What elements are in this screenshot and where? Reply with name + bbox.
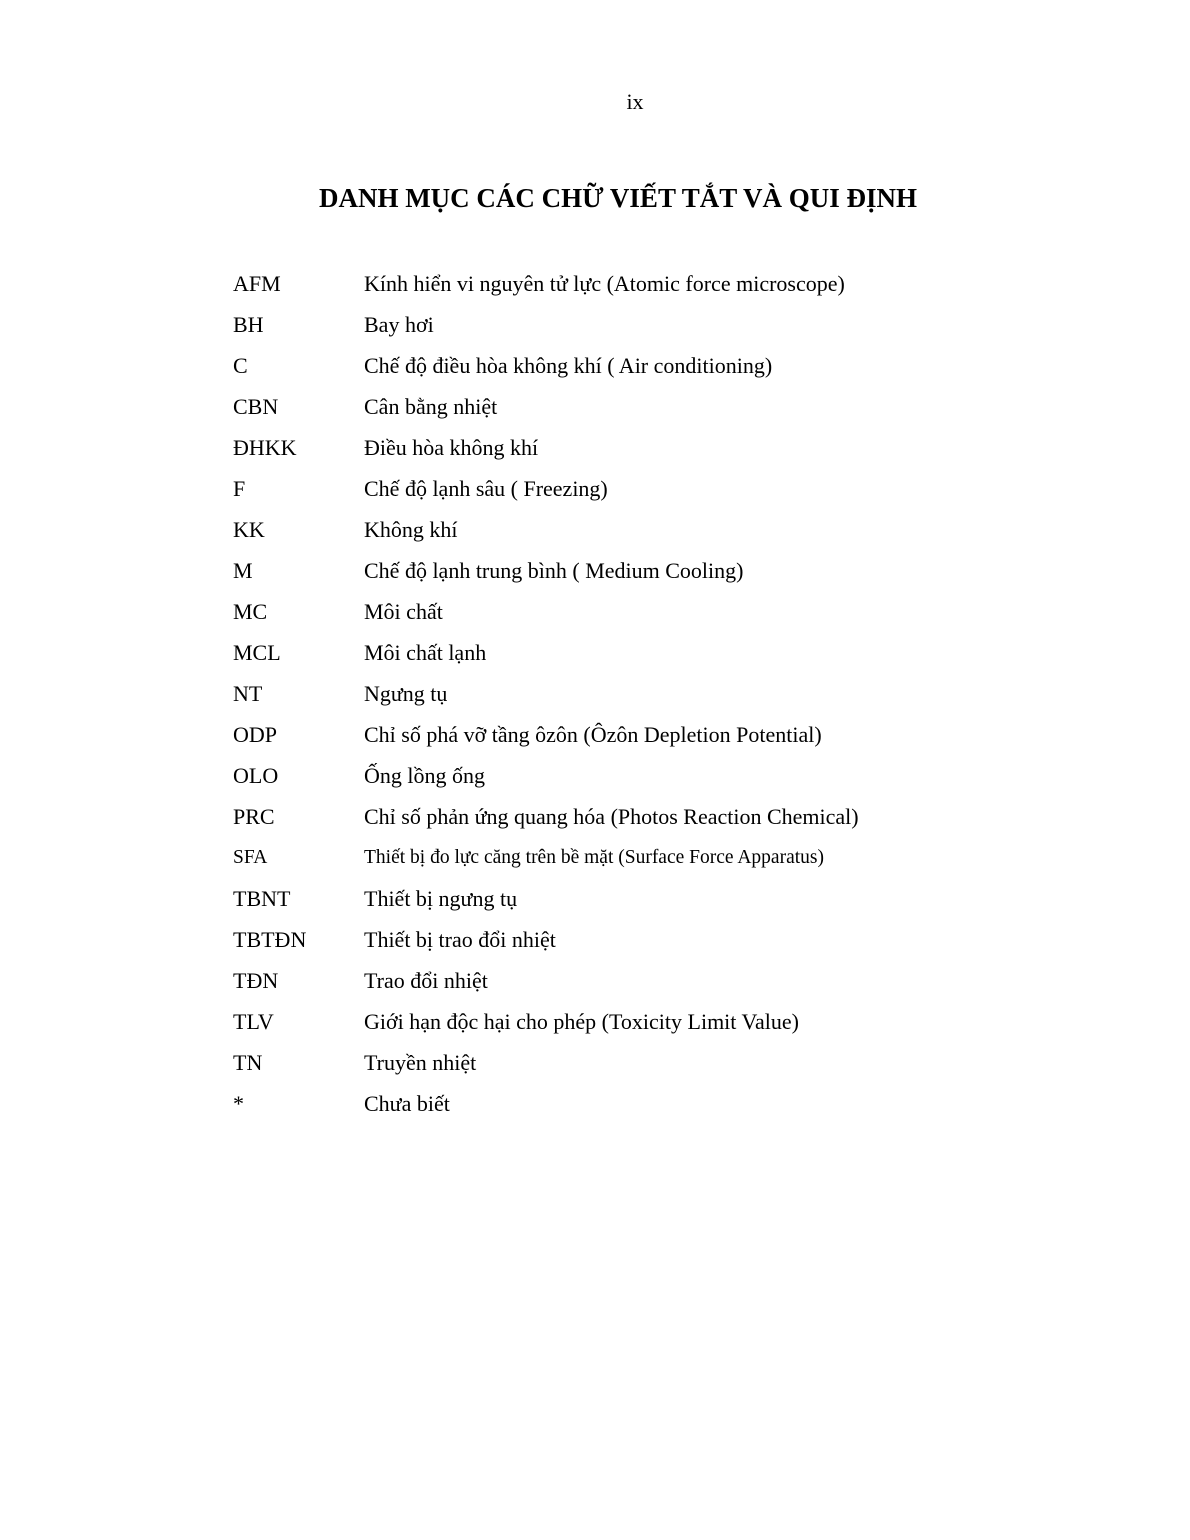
abbreviation-definition: Môi chất lạnh	[364, 640, 487, 665]
abbreviation-row	[233, 1005, 1133, 1046]
abbreviation-row	[233, 800, 1133, 841]
abbreviation-row	[233, 308, 1133, 349]
abbreviation-term: PRC	[233, 804, 275, 829]
abbreviation-definition: Không khí	[364, 517, 458, 542]
abbreviation-term: M	[233, 558, 253, 583]
abbreviation-definition: Chế độ lạnh sâu ( Freezing)	[364, 476, 608, 501]
abbreviation-row	[233, 595, 1133, 636]
abbreviation-term: TN	[233, 1050, 263, 1075]
abbreviation-definition: Chưa biết	[364, 1091, 450, 1116]
abbreviation-row	[233, 759, 1133, 800]
abbreviation-term: KK	[233, 517, 265, 542]
abbreviation-row	[233, 1087, 1133, 1128]
abbreviation-term: TĐN	[233, 968, 279, 993]
abbreviation-term: MCL	[233, 640, 281, 665]
abbreviation-term: C	[233, 353, 248, 378]
abbreviation-row	[233, 923, 1133, 964]
abbreviation-row	[233, 472, 1133, 513]
abbreviation-row	[233, 964, 1133, 1005]
abbreviation-row	[233, 1046, 1133, 1087]
abbreviation-row	[233, 513, 1133, 554]
abbreviation-row	[233, 882, 1133, 923]
abbreviation-term: BH	[233, 312, 264, 337]
abbreviation-term: *	[233, 1091, 244, 1116]
abbreviation-term: ODP	[233, 722, 278, 747]
abbreviation-definition: Môi chất	[364, 599, 443, 624]
abbreviation-definition: Ngưng tụ	[364, 681, 448, 706]
page-title: DANH MỤC CÁC CHỮ VIẾT TẮT VÀ QUI ĐỊNH	[318, 183, 918, 213]
abbreviation-term: TBNT	[233, 886, 291, 911]
abbreviation-definition: Thiết bị ngưng tụ	[364, 886, 518, 911]
abbreviation-definition: Thiết bị đo lực căng trên bề mặt (Surface Force Apparatus)	[364, 847, 824, 868]
abbreviation-term: MC	[233, 599, 268, 624]
abbreviation-row	[233, 636, 1133, 677]
abbreviation-definition: Bay hơi	[364, 312, 434, 337]
abbreviation-list	[233, 267, 1133, 1128]
abbreviation-term: NT	[233, 681, 263, 706]
abbreviation-definition: Kính hiển vi nguyên tử lực (Atomic force microscope)	[364, 271, 845, 296]
abbreviation-term: TLV	[233, 1009, 274, 1034]
page-number: ix	[626, 89, 644, 114]
abbreviation-term: SFA	[233, 847, 268, 868]
abbreviation-row	[233, 349, 1133, 390]
abbreviation-row	[233, 390, 1133, 431]
abbreviation-term: F	[233, 476, 246, 501]
abbreviation-term: OLO	[233, 763, 279, 788]
abbreviation-definition: Giới hạn độc hại cho phép (Toxicity Limit Value)	[364, 1009, 799, 1034]
abbreviation-row	[233, 267, 1133, 308]
abbreviation-definition: Chỉ số phá vỡ tầng ôzôn (Ôzôn Depletion Potential)	[364, 722, 822, 747]
abbreviation-term: AFM	[233, 271, 281, 296]
abbreviation-row	[233, 718, 1133, 759]
abbreviation-term: TBTĐN	[233, 927, 307, 952]
abbreviation-term: CBN	[233, 394, 279, 419]
abbreviation-row	[233, 431, 1133, 472]
abbreviation-definition: Cân bằng nhiệt	[364, 394, 498, 419]
abbreviation-definition: Truyền nhiệt	[364, 1050, 477, 1075]
abbreviation-row	[233, 841, 1133, 882]
abbreviation-definition: Chế độ điều hòa không khí ( Air conditioning)	[364, 353, 773, 378]
abbreviation-definition: Điều hòa không khí	[364, 435, 539, 460]
abbreviation-definition: Trao đổi nhiệt	[364, 968, 488, 993]
abbreviation-row	[233, 677, 1133, 718]
abbreviation-definition: Thiết bị trao đổi nhiệt	[364, 927, 556, 952]
abbreviation-term: ĐHKK	[233, 435, 297, 460]
abbreviation-definition: Ống lồng ống	[364, 763, 485, 788]
abbreviation-definition: Chế độ lạnh trung bình ( Medium Cooling)	[364, 558, 744, 583]
abbreviation-definition: Chỉ số phản ứng quang hóa (Photos Reaction Chemical)	[364, 804, 859, 829]
abbreviation-row	[233, 554, 1133, 595]
